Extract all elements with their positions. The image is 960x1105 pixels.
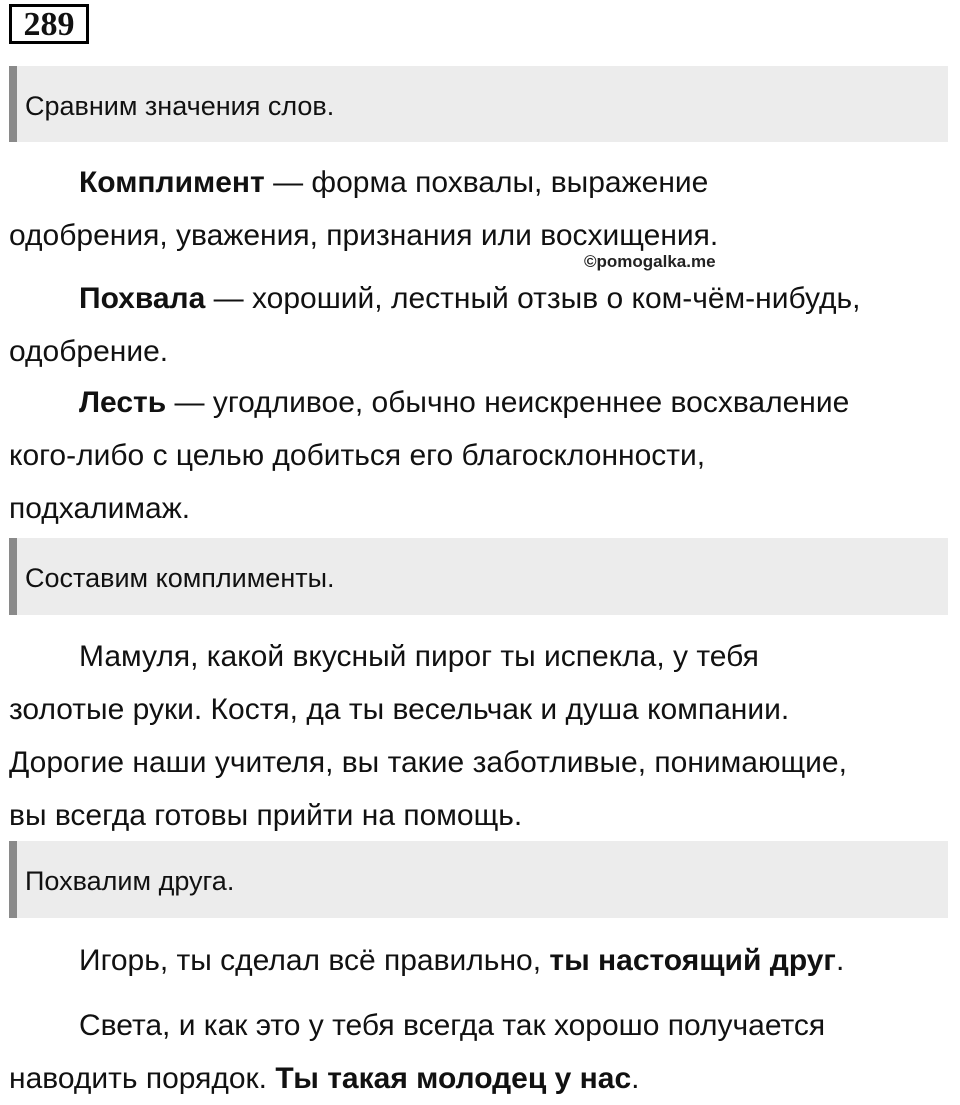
paragraph-line: Дорогие наши учителя, вы такие заботливые, понимающие, (9, 746, 847, 779)
section-heading-praise-friend (9, 841, 948, 918)
section-heading-compare (9, 66, 948, 142)
definition-text: одобрение. (9, 335, 169, 368)
bold-phrase: Ты такая молодец у нас (275, 1062, 632, 1095)
term-compliment: Комплимент (79, 166, 265, 199)
definition-text: — хороший, лестный отзыв о ком-чём-нибудь, (205, 282, 861, 315)
section-heading-text: Похвалим друга. (25, 866, 235, 896)
paragraph-line: Мамуля, какой вкусный пирог ты испекла, у тебя (79, 640, 759, 673)
section-heading-text: Сравним значения слов. (25, 91, 335, 121)
compliments-paragraph (9, 630, 954, 842)
paragraph-text: Игорь, ты сделал всё правильно, (79, 944, 550, 977)
section-heading-compliments (9, 538, 948, 615)
definition-text: — форма похвалы, выражение (264, 166, 709, 199)
paragraph-line: золотые руки. Костя, да ты весельчак и душа компании. (9, 693, 790, 726)
definition-compliment (9, 156, 954, 262)
bold-phrase: ты настоящий друг (549, 944, 836, 977)
definition-praise (9, 272, 954, 378)
term-flattery: Лесть (79, 386, 167, 419)
definition-text: — угодливое, обычно неискреннее восхваление (166, 386, 850, 419)
task-number: 289 (9, 4, 89, 44)
paragraph-text: Света, и как это у тебя всегда так хорошо получается (79, 1009, 826, 1042)
praise-sveta-paragraph (9, 999, 954, 1105)
section-heading-text: Составим комплименты. (25, 563, 335, 593)
praise-igor-paragraph (9, 934, 954, 987)
watermark: ©pomogalka.me (584, 252, 716, 271)
punctuation: . (631, 1062, 640, 1095)
definition-text: подхалимаж. (9, 492, 191, 525)
term-praise: Похвала (79, 282, 206, 315)
definition-flattery (9, 376, 954, 535)
punctuation: . (835, 944, 845, 977)
paragraph-text: наводить порядок. (9, 1062, 276, 1095)
definition-text: кого-либо с целью добиться его благосклонности, (9, 439, 706, 472)
paragraph-line: вы всегда готовы прийти на помощь. (9, 799, 523, 832)
definition-text: одобрения, уважения, признания или восхищения. (9, 219, 719, 252)
